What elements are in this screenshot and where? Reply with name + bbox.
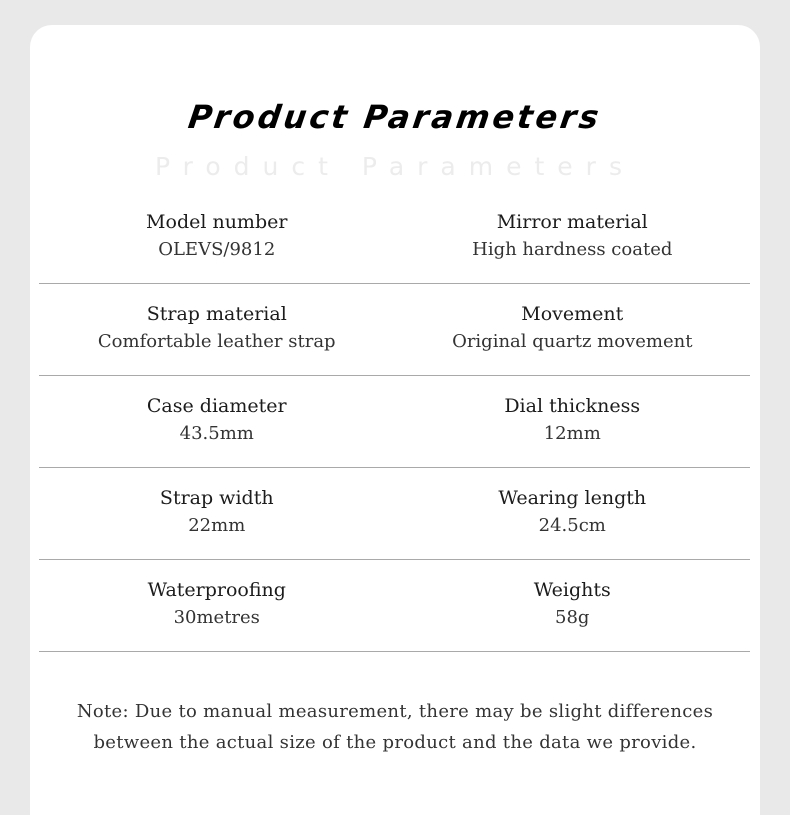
param-cell [39, 376, 395, 467]
param-value: 43.5mm [179, 423, 254, 444]
param-label: Dial thickness [504, 395, 641, 417]
param-cell [395, 376, 751, 467]
param-value: Comfortable leather strap [97, 331, 336, 352]
param-label: Mirror material [496, 211, 648, 233]
param-cell [395, 192, 751, 283]
param-value: 22mm [188, 515, 246, 536]
page-subtitle-watermark: Product Parameters [155, 152, 635, 181]
param-label: Wearing length [498, 487, 647, 509]
param-label: Waterproofing [147, 579, 286, 601]
param-label: Model number [146, 211, 288, 233]
measurement-note [30, 696, 760, 758]
param-label: Strap material [146, 303, 287, 325]
param-value: OLEVS/9812 [158, 239, 276, 260]
parameters-card [30, 25, 760, 815]
param-label: Case diameter [146, 395, 287, 417]
param-cell [395, 560, 751, 651]
param-value: Original quartz movement [452, 331, 693, 352]
param-cell [395, 284, 751, 375]
param-label: Movement [521, 303, 624, 325]
param-value: 24.5cm [538, 515, 606, 536]
param-value: 58g [555, 607, 590, 628]
table-row [39, 468, 750, 560]
param-value: 30metres [173, 607, 260, 628]
param-cell [39, 560, 395, 651]
table-row [39, 560, 750, 652]
table-row [39, 376, 750, 468]
param-cell [39, 192, 395, 283]
param-cell [395, 468, 751, 559]
param-cell [39, 468, 395, 559]
parameters-table [39, 192, 750, 652]
table-row [39, 284, 750, 376]
table-row [39, 192, 750, 284]
param-value: 12mm [543, 423, 601, 444]
param-value: High hardness coated [472, 239, 673, 260]
param-cell [39, 284, 395, 375]
note-line: Note: Due to manual measurement, there may be slight differences [76, 701, 714, 722]
note-line: between the actual size of the product and the data we provide. [93, 732, 697, 753]
page-title: Product Parameters [186, 98, 604, 136]
param-label: Weights [533, 579, 611, 601]
param-label: Strap width [159, 487, 274, 509]
